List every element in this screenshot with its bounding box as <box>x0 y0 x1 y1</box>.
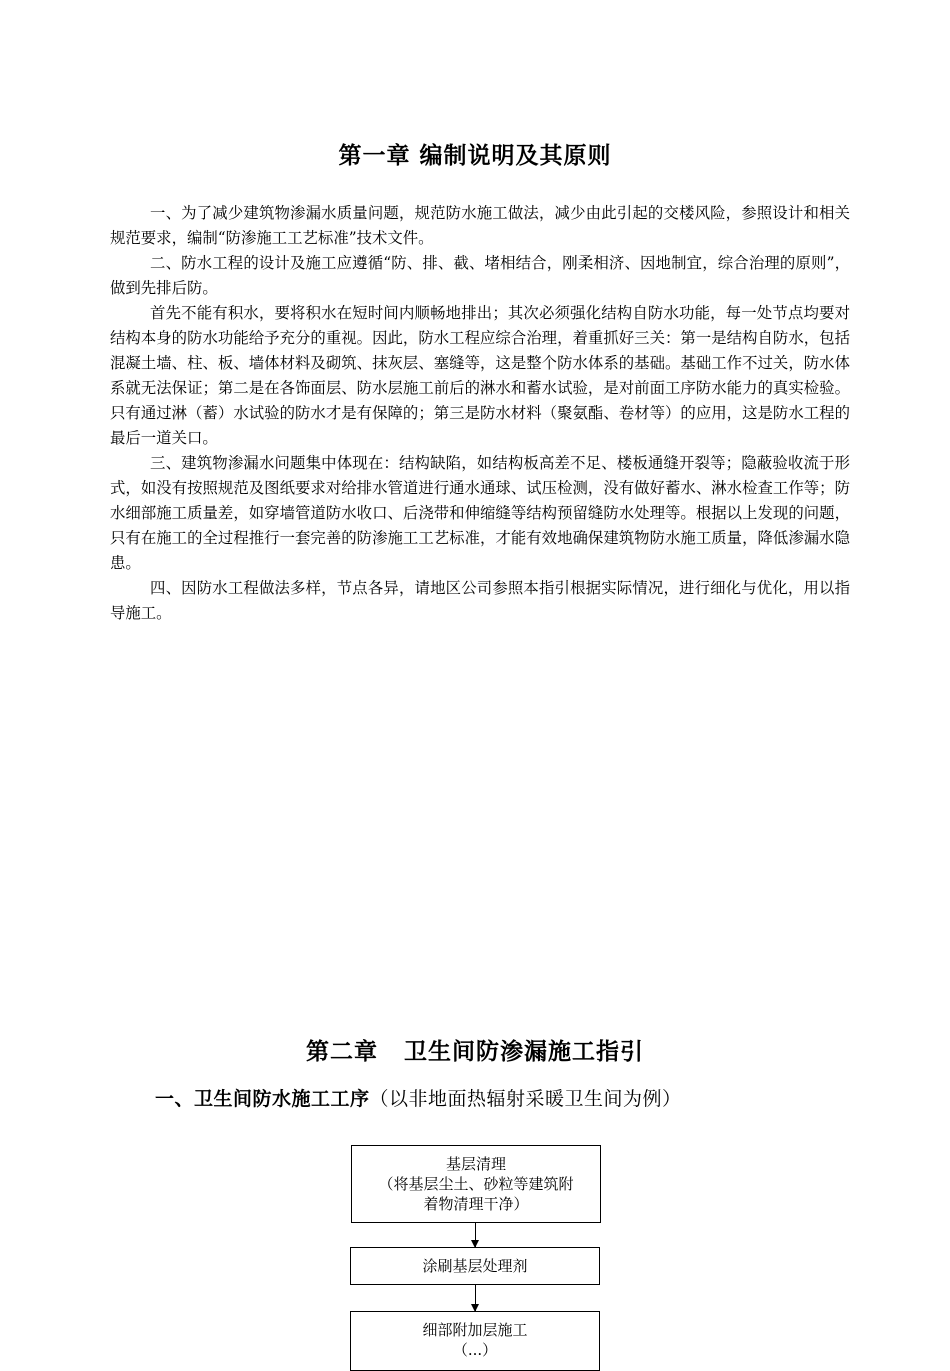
chapter-2-number: 第二章 <box>306 1038 378 1065</box>
flow-step-detail: 着物清理干净） <box>423 1195 529 1213</box>
flow-step-title: 细部附加层施工 <box>422 1321 528 1339</box>
flow-step-detail-layer <box>350 1311 600 1371</box>
flow-step-title: 涂刷基层处理剂 <box>422 1257 528 1275</box>
section-heading-title: 一、卫生间防水施工工序 <box>155 1088 370 1110</box>
chapter-1-title: 第一章 编制说明及其原则 <box>338 142 612 169</box>
flow-step-base-cleaning <box>351 1145 601 1223</box>
paragraph-3: 首先不能有积水，要将积水在短时间内顺畅地排出；其次必须强化结构自防水功能，每一处节点均要对结构本身的防水功能给予充分的重视。因此，防水工程应综合治理，着重抓好三关：第一是结构自防水，包括混凝土墙、柱、板、墙体材料及砌筑、抹灰层、塞缝等，这是整个防水体系的基础。基础工作不过关，防水体系就无法保证；第二是在各饰面层、防水层施工前后的淋水和蓄水试验，是对前面工序防水能力的真实检验。只有通过淋（蓄）水试验的防水才是有保障的；第三是防水材料（聚氨酯、卷材等）的应用，这是防水工程的最后一道关口。 <box>110 304 850 447</box>
section-heading-note: （以非地面热辐射采暖卫生间为例） <box>369 1088 682 1110</box>
paragraph-5: 四、因防水工程做法多样，节点各异，请地区公司参照本指引根据实际情况，进行细化与优化，用以指导施工。 <box>110 579 850 622</box>
chapter-2-title <box>0 1033 950 1066</box>
paragraph-4: 三、建筑物渗漏水问题集中体现在：结构缺陷，如结构板高差不足、楼板通缝开裂等；隐蔽验收流于形式，如没有按照规范及图纸要求对给排水管道进行通水通球、试压检测，没有做好蓄水、淋水检查工作等；防水细部施工质量差，如穿墙管道防水收口、后浇带和伸缩缝等结构预留缝防水处理等。根据以上发现的问题，只有在施工的全过程推行一套完善的防渗施工工艺标准，才能有效地确保建筑物防水施工质量，降低渗漏水隐患。 <box>110 454 850 572</box>
flow-arrow <box>475 1223 476 1247</box>
flow-step-primer <box>350 1247 600 1285</box>
section-heading <box>155 1084 682 1111</box>
chapter-2-name: 卫生间防渗漏施工指引 <box>404 1038 644 1065</box>
paragraph-1: 一、为了减少建筑物渗漏水质量问题，规范防水施工做法，减少由此引起的交楼风险，参照设计和相关规范要求，编制“防渗施工工艺标准”技术文件。 <box>110 204 850 247</box>
flow-step-detail: （...） <box>452 1341 498 1359</box>
chapter-1-body <box>110 201 850 626</box>
flow-step-title: 基层清理 <box>445 1155 506 1173</box>
flow-step-detail: （将基层尘土、砂粒等建筑附 <box>378 1175 574 1193</box>
paragraph-2: 二、防水工程的设计及施工应遵循“防、排、截、堵相结合，刚柔相济、因地制宜，综合治理的原则”，做到先排后防。 <box>110 254 850 297</box>
flow-arrow <box>475 1285 476 1311</box>
